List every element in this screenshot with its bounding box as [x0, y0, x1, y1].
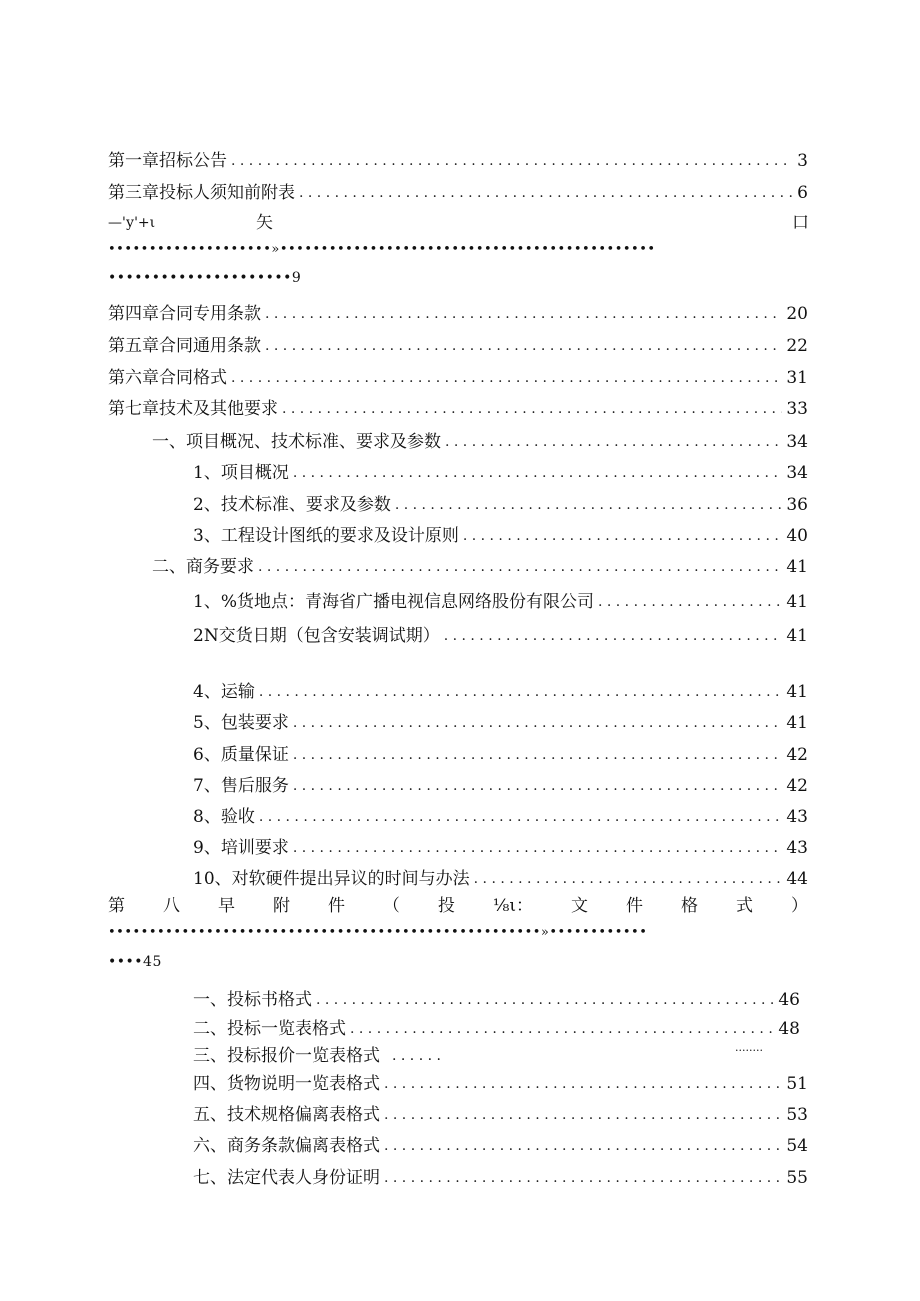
- toc-entry-form-7[interactable]: [193, 1162, 808, 1188]
- dot-leader: [293, 838, 783, 858]
- dot-leader: [265, 336, 782, 356]
- toc-entry-title: 第四章合同专用条款: [108, 304, 261, 324]
- toc-entry-page: 41: [786, 626, 808, 646]
- toc-entry-form-6[interactable]: [193, 1130, 808, 1156]
- chapter-8-char: 投: [437, 896, 455, 916]
- toc-entry-chapter-8-spread-title[interactable]: [108, 896, 808, 916]
- dot-leader: [444, 626, 783, 646]
- toc-entry-title: 第七章技术及其他要求: [108, 399, 278, 419]
- toc-entry-title: 2N交货日期（包含安装调试期）: [193, 626, 440, 646]
- dot-leader: [463, 526, 783, 546]
- toc-entry-title: 10、对软硬件提出异议的时间与办法: [193, 869, 470, 889]
- toc-entry-page: 31: [786, 368, 808, 388]
- toc-entry-section-7-2[interactable]: [152, 551, 808, 577]
- toc-entry-title: 9、培训要求: [193, 838, 289, 858]
- toc-entry-page: 43: [786, 838, 808, 858]
- toc-entry-page: 22: [786, 336, 808, 356]
- toc-entry-section-7-2-10[interactable]: [193, 863, 808, 889]
- toc-entry-page: 53: [786, 1105, 808, 1125]
- toc-entry-page: 20: [786, 304, 808, 324]
- dot-leader: [384, 1105, 782, 1125]
- bullet-leader-row: ••••••••••••••••••••»••••••••••••••••••••••••••••••••••••••••••••••: [108, 242, 656, 257]
- chapter-8-char: ）: [790, 896, 808, 916]
- toc-entry-title: 一、投标书格式: [193, 990, 312, 1010]
- toc-entry-title: 3、工程设计图纸的要求及设计原则: [193, 526, 459, 546]
- toc-entry-title: 第五章合同通用条款: [108, 336, 261, 356]
- toc-entry-page: 33: [786, 399, 808, 419]
- toc-entry-title: 1、项目概况: [193, 463, 289, 483]
- toc-entry-section-7-2-6[interactable]: [193, 739, 808, 765]
- toc-entry-page: 41: [786, 682, 808, 702]
- dot-leader: [258, 557, 782, 577]
- toc-entry-title: 5、包装要求: [193, 713, 289, 733]
- toc-entry-section-7-1[interactable]: [152, 426, 808, 452]
- bullet-leader-row: •••••••••••••••••••••••••••••••••••••••••••••••••••••»••••••••••••: [108, 925, 648, 940]
- toc-entry-page: 41: [786, 713, 808, 733]
- toc-entry-section-7-1-2[interactable]: [193, 489, 808, 515]
- toc-entry-section-7-2-1[interactable]: [193, 586, 808, 612]
- toc-entry-page: 54: [786, 1136, 808, 1156]
- toc-entry-section-7-2-5[interactable]: [193, 707, 808, 733]
- toc-entry-chapter-5[interactable]: [108, 330, 808, 356]
- toc-entry-page: 48: [778, 1019, 800, 1039]
- toc-entry-title: 第三章投标人须知前附表: [108, 183, 295, 203]
- toc-entry-page: 42: [786, 745, 808, 765]
- toc-entry-title: 7、售后服务: [193, 776, 289, 796]
- chapter-8-char: 格: [681, 896, 698, 916]
- toc-entry-page: 36: [786, 495, 808, 515]
- toc-entry-page: 42: [786, 776, 808, 796]
- toc-entry-title: 七、法定代表人身份证明: [193, 1168, 380, 1188]
- dot-leader: [293, 745, 783, 765]
- chapter-8-char: ⅛ι：: [492, 896, 534, 916]
- dot-leader: [293, 776, 783, 796]
- toc-entry-page: 51: [786, 1074, 808, 1094]
- dot-leader: [474, 869, 783, 889]
- toc-entry-title: 8、验收: [193, 807, 255, 827]
- dot-leader: [259, 682, 783, 702]
- garbled-text-right: 口: [792, 213, 809, 233]
- dot-leader: [598, 592, 782, 612]
- dot-leader: [299, 183, 793, 203]
- dot-leader: [293, 463, 783, 483]
- toc-entry-section-7-2-9[interactable]: [193, 832, 808, 858]
- toc-entry-page: 55: [786, 1168, 808, 1188]
- toc-entry-page: 44: [786, 869, 808, 889]
- toc-entry-section-7-1-1[interactable]: [193, 457, 808, 483]
- toc-entry-title: 四、货物说明一览表格式: [193, 1074, 380, 1094]
- toc-entry-form-1[interactable]: [193, 984, 800, 1010]
- chapter-8-char: （: [382, 896, 400, 916]
- toc-entry-title: 一、项目概况、技术标准、要求及参数: [152, 432, 441, 452]
- dot-leader: [395, 495, 783, 515]
- bullet-leader-row-end: ••••45: [108, 954, 162, 970]
- dot-leader: [384, 1136, 782, 1156]
- dot-leader-short: . . . . . .: [392, 1048, 441, 1064]
- chapter-8-char: 件: [327, 896, 345, 916]
- dot-leader: [350, 1019, 774, 1039]
- dot-leader: [282, 399, 782, 419]
- chapter-8-char: 件: [626, 896, 644, 916]
- chapter-8-char: 文: [571, 896, 589, 916]
- toc-entry-title: 1、%货地点：青海省广播电视信息网络股份有限公司: [193, 592, 594, 612]
- toc-entry-page: 34: [786, 463, 808, 483]
- garbled-text-mid: 矢: [256, 213, 273, 233]
- chapter-8-char: 早: [217, 896, 235, 916]
- toc-entry-form-4[interactable]: [193, 1068, 808, 1094]
- toc-entry-page: 3: [797, 151, 808, 171]
- toc-entry-form-2[interactable]: [193, 1013, 800, 1039]
- toc-entry-section-7-2-8[interactable]: [193, 801, 808, 827]
- toc-entry-title: 第一章招标公告: [108, 151, 227, 171]
- dot-leader-tail: ........: [735, 1041, 763, 1054]
- dot-leader: [259, 807, 783, 827]
- dot-leader: [231, 368, 782, 388]
- toc-entry-page: 6: [797, 183, 808, 203]
- garbled-text-left: —'у'+ι: [108, 215, 156, 231]
- toc-entry-page: 40: [786, 526, 808, 546]
- toc-entry-title: 第六章合同格式: [108, 368, 227, 388]
- toc-entry-page: 43: [786, 807, 808, 827]
- toc-entry-page: 41: [786, 557, 808, 577]
- dot-leader: [384, 1074, 782, 1094]
- toc-entry-section-7-2-2[interactable]: [193, 620, 808, 646]
- toc-entry-title: 五、技术规格偏离表格式: [193, 1105, 380, 1125]
- toc-entry-section-7-2-7[interactable]: [193, 770, 808, 796]
- dot-leader: [231, 151, 793, 171]
- bullet-leader-row-end: •••••••••••••••••••••9: [108, 270, 302, 286]
- toc-entry-chapter-4[interactable]: [108, 298, 808, 324]
- dot-leader: [293, 713, 783, 733]
- toc-entry-title: 6、质量保证: [193, 745, 289, 765]
- toc-entry-title: 二、投标一览表格式: [193, 1019, 346, 1039]
- toc-entry-title: 2、技术标准、要求及参数: [193, 495, 391, 515]
- toc-entry-section-7-2-4[interactable]: [193, 676, 808, 702]
- toc-entry-title: 二、商务要求: [152, 557, 254, 577]
- toc-entry-form-5[interactable]: [193, 1099, 808, 1125]
- toc-entry-title: 六、商务条款偏离表格式: [193, 1136, 380, 1156]
- dot-leader: [445, 432, 782, 452]
- toc-entry-form-3[interactable]: [193, 1040, 808, 1066]
- toc-entry-section-7-1-3[interactable]: [193, 520, 808, 546]
- dot-leader: [265, 304, 782, 324]
- toc-entry-title: 4、运输: [193, 682, 255, 702]
- toc-entry-chapter-7[interactable]: [108, 393, 808, 419]
- chapter-8-char: 第: [108, 896, 125, 916]
- chapter-8-char: 八: [162, 896, 180, 916]
- chapter-8-char: 式: [735, 896, 753, 916]
- toc-entry-page: 46: [778, 990, 800, 1010]
- toc-entry-page: 41: [786, 592, 808, 612]
- dot-leader: [384, 1168, 782, 1188]
- dot-leader: [316, 990, 774, 1010]
- toc-entry-title: 三、投标报价一览表格式: [193, 1046, 380, 1066]
- chapter-8-char: 附: [272, 896, 290, 916]
- toc-entry-chapter-3[interactable]: [108, 177, 808, 203]
- toc-entry-chapter-1[interactable]: [108, 145, 808, 171]
- toc-entry-chapter-6[interactable]: [108, 362, 808, 388]
- toc-entry-page: 34: [786, 432, 808, 452]
